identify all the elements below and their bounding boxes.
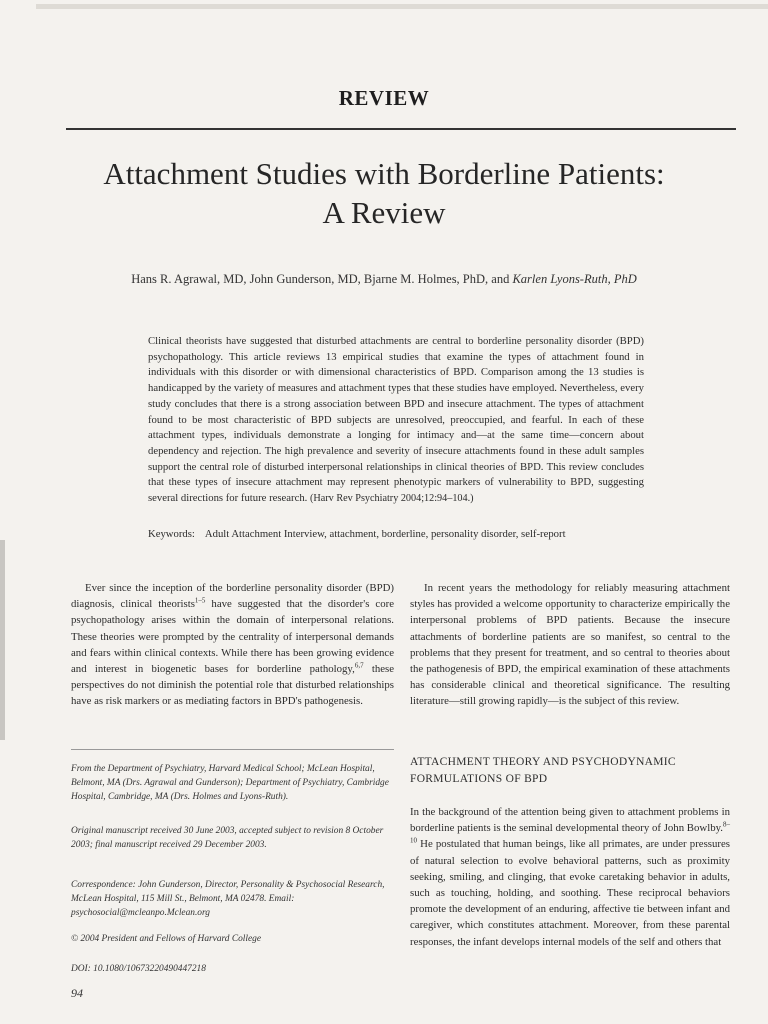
title-line-2: A Review xyxy=(322,195,446,230)
author-4: Karlen Lyons-Ruth, PhD xyxy=(512,272,637,286)
abstract-text: Clinical theorists have suggested that disturbed attachments are central to borderline personality disorder (BPD) psychopathology. This article reviews 13 empirical studies that examine the types of attachment found in individuals with this disorder or with dimensional characteristics of BPD. Comparison among the 13 studies is handicapped by the variety of measures and attachment types that these studies have employed. Nevertheless, every study concludes that there is a strong association between BPD and insecure attachment. The types of attachment found to be most characteristic of BPD subjects are unresolved, preoccupied, and fearful. In each of these attachment types, individuals demonstrate a longing for intimacy and—at the same time—concern about dependency and rejection. The high prevalence and severity of insecure attachments found in these adult samples support the central role of disturbed interpersonal relationships in clinical theories of BPD. This review concludes that these types of insecure attachment may represent phenotypic markers of vulnerability to BPD, suggesting several directions for future research. xyxy=(148,335,644,505)
footnote-copyright: © 2004 President and Fellows of Harvard College xyxy=(71,934,262,944)
author-1: Hans R. Agrawal, MD, xyxy=(131,272,250,286)
scan-top-edge xyxy=(36,4,768,9)
footnote-received: Original manuscript received 30 June 2003, accepted subject to revision 8 October 2003; final manuscript received 29 December 2003. xyxy=(71,826,384,850)
abstract xyxy=(148,334,644,507)
p3-text-a: In the background of the attention being given to attachment problems in borderline patients is the seminal developmental theory of John Bowlby. xyxy=(410,806,730,835)
abstract-citation: (Harv Rev Psychiatry 2004;12:94–104.) xyxy=(310,493,474,505)
keywords-list: Adult Attachment Interview, attachment, borderline, personality disorder, self-report xyxy=(204,528,566,540)
footnote-correspondence: Correspondence: John Gunderson, Director, Personality & Psychosocial Research, McLean Hospital, 115 Mill St., Belmont, MA 02478. Email: psychosocial@mcleanpo.Mclean.org xyxy=(71,880,385,918)
p1-citation-1: 1–5 xyxy=(194,596,206,605)
keywords xyxy=(148,528,648,540)
header-rule xyxy=(66,128,736,130)
p1-text-b: have suggested that the disorder's core psychopathology arises within the domain of interpersonal relations. These theories were prompted by the centrality of interpersonal demands and fears within clinical contexts. While there has been growing evidence and interest in biogenetic bases for borderline pathology, xyxy=(71,598,394,676)
footnote-affiliation: From the Department of Psychiatry, Harvard Medical School; McLean Hospital, Belmont, MA (Drs. Agrawal and Gunderson); Department of Psychiatry, Cambridge Hospital, Cambridge, MA (Drs. Holmes and Lyons-Ruth). xyxy=(71,764,389,802)
body-paragraph-3 xyxy=(410,804,730,950)
p3-text-b: He postulated that human beings, like all primates, are under pressures of natural selection to evolve behavioral patterns, such as proximity seeking, smiling, and clinging, that evoke caretaking behavior in adults, such as touching, holding, and soothing. These reciprocal behaviors promote the development of an enduring, affective tie between infant and caregiver, which constitutes attachment. Moreover, from these parental responses, the infant develops internal models of the self and others that xyxy=(410,838,730,948)
p1-text-a: Ever since the inception of the borderline personality disorder (BPD) diagnosis, clinical theorists xyxy=(71,582,394,611)
keywords-label: Keywords: xyxy=(148,528,195,540)
page-number: 94 xyxy=(71,986,83,1000)
author-list xyxy=(40,272,728,287)
body-paragraph-1 xyxy=(71,580,394,710)
article-title xyxy=(40,154,728,232)
section-heading: ATTACHMENT THEORY AND PSYCHODYNAMIC FORMULATIONS OF BPD xyxy=(410,756,676,785)
author-3: Bjarne M. Holmes, PhD, and xyxy=(363,272,513,286)
p1-citation-2: 6,7 xyxy=(354,661,364,670)
title-line-1: Attachment Studies with Borderline Patients: xyxy=(103,156,665,191)
scan-left-edge xyxy=(0,540,5,740)
p1-text-c: these perspectives do not diminish the potential role that disturbed relationships have as risk markers or as mediating factors in BPD's pathogenesis. xyxy=(71,663,395,708)
p3-citation: 8–10 xyxy=(410,820,730,845)
footnote-rule xyxy=(71,749,394,750)
footnote-doi: DOI: 10.1080/10673220490447218 xyxy=(71,964,206,974)
section-label: REVIEW xyxy=(338,86,430,110)
body-paragraph-2: In recent years the methodology for reliably measuring attachment styles has provided a welcome opportunity to characterize empirically the interpersonal problems of BPD patients. Because the insecure attachments of borderline patients are so manifest, so central to the problems that they present for treatment, and so central to theories about the pathogenesis of BPD, the empirical examination of these attachments has considerable clinical and theoretical significance. The resulting literature—still growing rapidly—is the subject of this review. xyxy=(410,582,730,708)
author-2: John Gunderson, MD, xyxy=(249,272,364,286)
